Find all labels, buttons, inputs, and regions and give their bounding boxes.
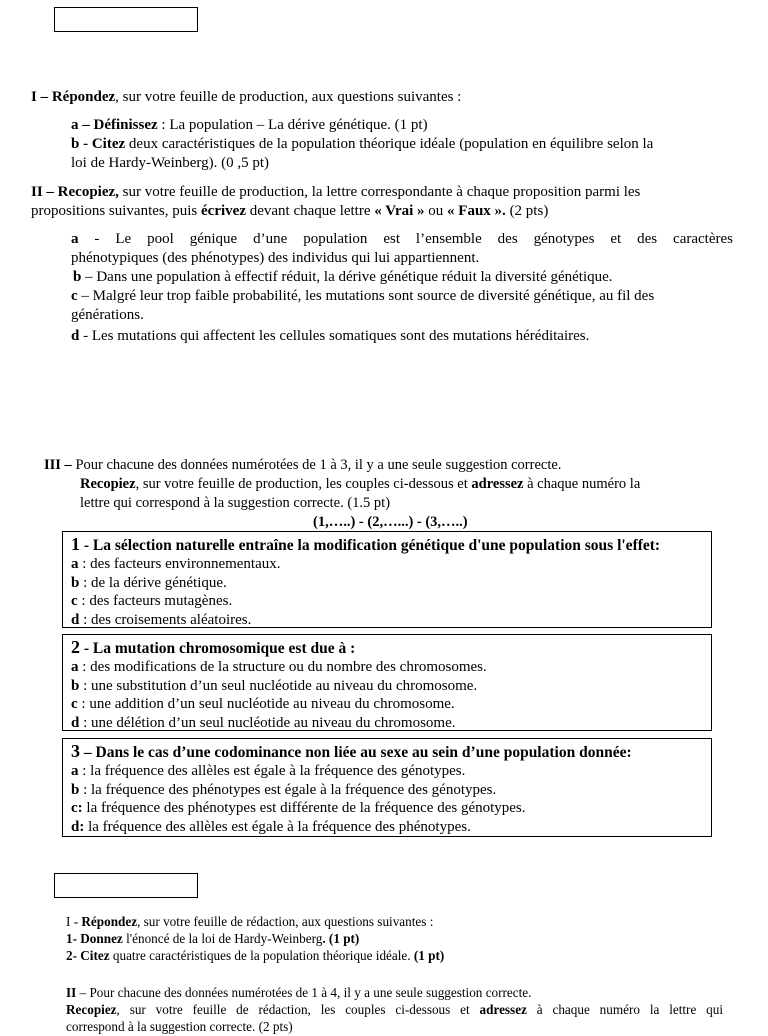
- question-2-option-c: c : une addition d’un seul nucléotide au niveau du chromosome.: [71, 696, 455, 712]
- question-box-3: [62, 738, 712, 837]
- section3-couples: (1,…..) - (2,…...) - (3,…..): [313, 514, 468, 530]
- section1-question: I – Répondez, sur votre feuille de production, aux questions suivantes :: [31, 89, 462, 105]
- question-3-title: 3 – Dans le cas d’une codominance non liée au sexe au sein d’une population donnée:: [71, 741, 632, 761]
- question-2-option-d: d : une délétion d’un seul nucléotide au niveau du chromosome.: [71, 714, 456, 731]
- question-3-option-d: d: la fréquence des allèles est égale à la fréquence des phénotypes.: [71, 818, 471, 835]
- question-1-option-a: a : des facteurs environnementaux.: [71, 556, 281, 572]
- question-3-option-b: b : la fréquence des phénotypes est égale à la fréquence des génotypes.: [71, 781, 497, 798]
- empty-label-box-top: [54, 7, 198, 32]
- section2-item-c-line2: générations.: [71, 307, 144, 323]
- section2-question-line1: II – Recopiez, sur votre feuille de production, la lettre correspondante à chaque proposition parmi les: [31, 184, 641, 200]
- bottom-section2-line2: Recopiez, sur votre feuille de rédaction, les couples ci-dessous et adressez à chaque numéro la lettre qui: [66, 1002, 724, 1017]
- section2-item-a-line2: phénotypiques (des phénotypes) des individus qui lui appartiennent.: [71, 250, 480, 266]
- section2-question-line2: propositions suivantes, puis écrivez devant chaque lettre « Vrai » ou « Faux ». (2 pts): [31, 203, 549, 219]
- section3-intro-line2: Recopiez, sur votre feuille de production, les couples ci-dessous et adressez à chaque numéro la: [80, 476, 641, 492]
- bottom-section1-question: I - Répondez, sur votre feuille de rédaction, aux questions suivantes :: [66, 914, 434, 929]
- bottom-item-2: 2- Citez quatre caractéristiques de la population théorique idéale. (1 pt): [66, 948, 445, 963]
- section3-intro-line1: III – Pour chacune des données numérotées de 1 à 3, il y a une seule suggestion correcte.: [44, 457, 562, 473]
- question-3-option-c: c: la fréquence des phénotypes est différente de la fréquence des génotypes.: [71, 800, 526, 816]
- question-1-title: 1 - La sélection naturelle entraîne la modification génétique d'une population sous l'effet:: [71, 534, 661, 554]
- section3-intro-line3: lettre qui correspond à la suggestion correcte. (1.5 pt): [80, 495, 391, 511]
- question-1-option-b: b : de la dérive génétique.: [71, 574, 227, 591]
- bottom-item-1: 1- Donnez l'énoncé de la loi de Hardy-Weinberg. (1 pt): [66, 931, 360, 946]
- bottom-section2-line3: correspond à la suggestion correcte. (2 pts): [66, 1019, 293, 1034]
- question-2-option-a: a : des modifications de la structure ou du nombre des chromosomes.: [71, 659, 487, 675]
- question-2-title: 2 - La mutation chromosomique est due à :: [71, 637, 356, 657]
- empty-label-box-bottom: [54, 873, 198, 898]
- section1-item-b-line2: loi de Hardy-Weinberg). (0 ,5 pt): [71, 155, 270, 171]
- section1-item-a: a – Définissez : La population – La dérive génétique. (1 pt): [71, 117, 428, 133]
- question-3-option-a: a : la fréquence des allèles est égale à la fréquence des génotypes.: [71, 763, 466, 779]
- question-2-option-b: b : une substitution d’un seul nucléotide au niveau du chromosome.: [71, 677, 478, 694]
- question-box-1: [62, 531, 712, 628]
- question-1-option-c: c : des facteurs mutagènes.: [71, 593, 233, 609]
- section2-item-b: b – Dans une population à effectif réduit, la dérive génétique réduit la diversité génétique.: [73, 269, 613, 285]
- question-box-2: [62, 634, 712, 731]
- section2-item-c-line1: c – Malgré leur trop faible probabilité, les mutations sont source de diversité génétique, au fil des: [71, 288, 655, 304]
- question-1-option-d: d : des croisements aléatoires.: [71, 611, 252, 628]
- section2-item-a-line1: a - Le pool génique d’une population est l’ensemble des génotypes et des caractères: [71, 231, 733, 247]
- bottom-section2-line1: II – Pour chacune des données numérotées de 1 à 4, il y a une seule suggestion correcte.: [66, 985, 532, 1000]
- section2-item-d: d - Les mutations qui affectent les cellules somatiques sont des mutations héréditaires.: [71, 328, 590, 344]
- section1-item-b-line1: b - Citez deux caractéristiques de la population théorique idéale (population en équilibre selon la: [71, 136, 654, 152]
